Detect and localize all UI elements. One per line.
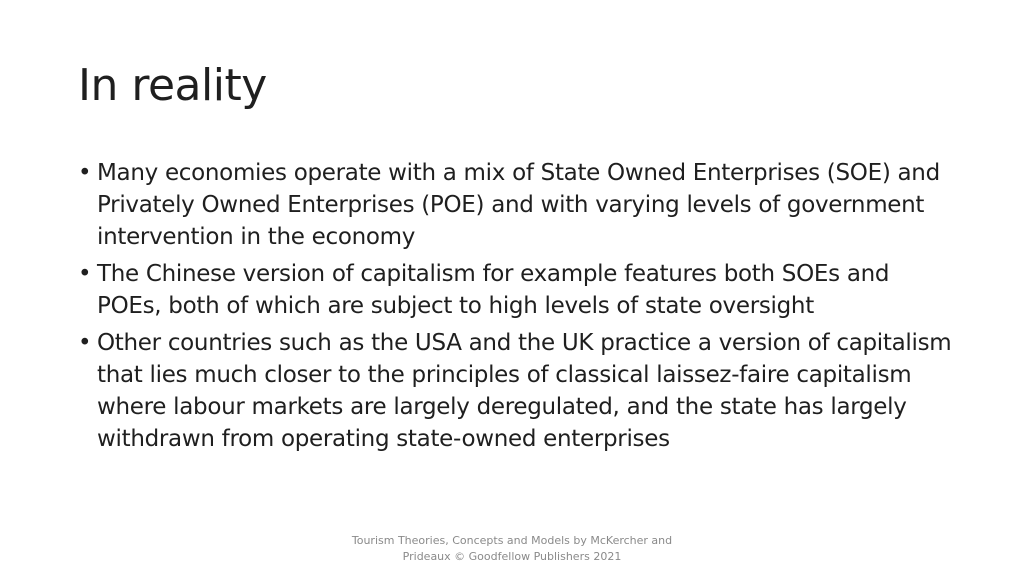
footer-line-1: Tourism Theories, Concepts and Models by McKercher and xyxy=(351,534,673,547)
bullet-item xyxy=(78,258,958,322)
bullet-text: Many economies operate with a mix of State Owned Enterprises (SOE) and Privately Owned Enterprises (POE) and with varying levels of government intervention in the economy xyxy=(97,160,940,250)
bullet-marker: • xyxy=(78,160,92,186)
bullet-text: Other countries such as the USA and the UK practice a version of capitalism that lies much closer to the principles of classical laissez-faire capitalism where labour markets are largely deregulated, and the state has largely withdrawn from operating state-owned enterprises xyxy=(97,330,952,452)
slide-title: In reality xyxy=(78,60,267,111)
bullet-item xyxy=(78,327,958,455)
bullet-marker: • xyxy=(78,261,92,287)
bullet-text: The Chinese version of capitalism for example features both SOEs and POEs, both of which are subject to high levels of state oversight xyxy=(97,261,890,319)
footer-line-2: Prideaux © Goodfellow Publishers 2021 xyxy=(402,550,622,563)
bullet-list xyxy=(78,157,958,460)
footer-copyright xyxy=(330,533,694,565)
bullet-marker: • xyxy=(78,330,92,356)
bullet-item xyxy=(78,157,958,253)
